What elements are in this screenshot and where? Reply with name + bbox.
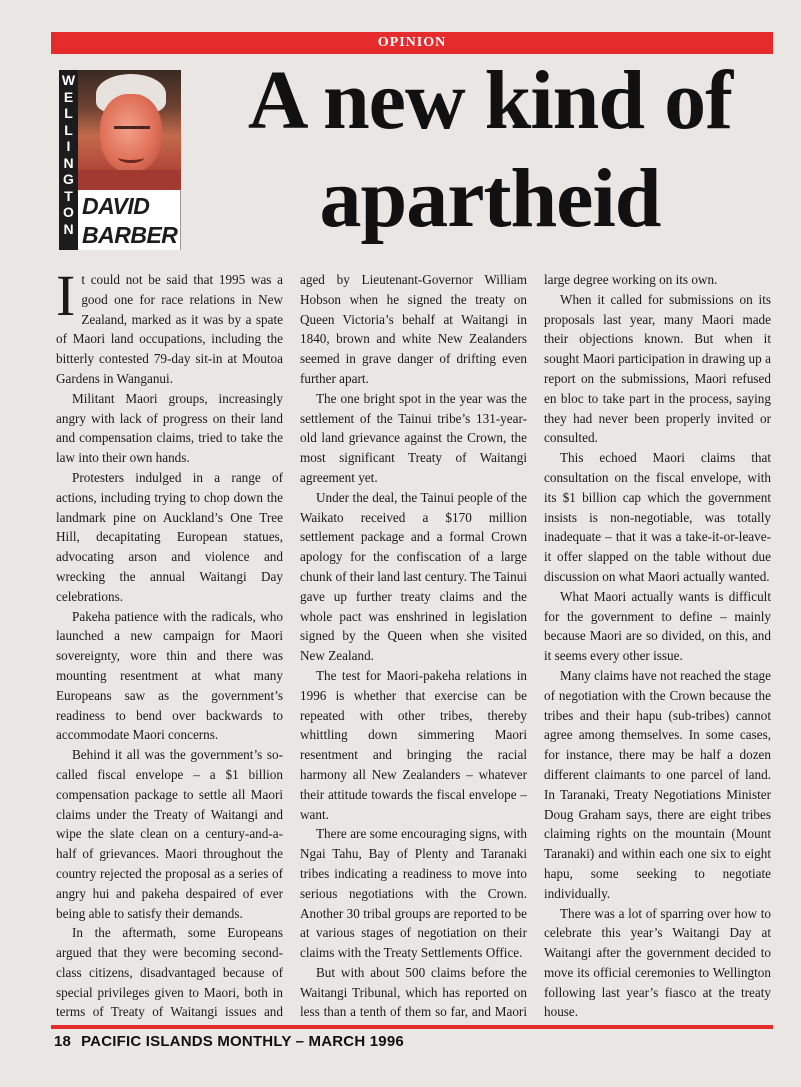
column-name-letter: I <box>66 138 71 154</box>
article-paragraph <box>56 607 283 746</box>
paragraph-text: aged by Lieutenant-Governor William Hobson when he signed the treaty on Queen Victoria’s behalf at Waitangi in 1840, brown and white New Zealanders seemed in grave danger of drifting even further apart. <box>300 272 527 386</box>
paragraph-text: There was a lot of sparring over how to celebrate this year’s Waitangi Day at Waitangi after the government decided to move its official ceremonies to Wellington following last year’s fiasco at the treaty house. <box>544 905 771 1020</box>
column-name-letters <box>59 72 78 237</box>
author-last-name: BARBER <box>82 222 178 248</box>
paragraph-text: What Maori actually wants is difficult for the government to define – mainly because Maori are so divided, on this, and it seems every other issue. <box>544 588 771 664</box>
footer <box>54 1033 404 1050</box>
paragraph-text: There are some encouraging signs, with Ngai Tahu, Bay of Plenty and Taranaki tribes indicating a readiness to move into serious negotiations with the Crown. Another 30 tribal groups are reported to be at various stages of negotiation on their claims with the Treaty Settlements Office. <box>300 826 527 961</box>
article-paragraph <box>56 468 283 607</box>
article-paragraph <box>544 290 771 448</box>
column-name-letter: G <box>63 171 74 187</box>
article-paragraph <box>300 389 527 488</box>
column-name-letter: O <box>63 204 74 220</box>
article-paragraph <box>300 488 527 666</box>
article-paragraph <box>56 923 283 1022</box>
publication-line: PACIFIC ISLANDS MONTHLY – MARCH 1996 <box>81 1033 404 1050</box>
article-column <box>56 270 283 1022</box>
article-paragraph <box>544 270 771 290</box>
paragraph-text: The test for Maori-pakeha relations in 1996 is whether that exercise can be repeated with other tribes, thereby whittling down simmering Maori resentment and bringing the racial harmony all New Zealanders – whatever their attitude towards the fiscal envelope – want. <box>300 667 527 822</box>
column-name-letter: T <box>64 187 73 204</box>
article-paragraph <box>300 963 527 1022</box>
headline <box>195 52 785 248</box>
paragraph-text: The one bright spot in the year was the settlement of the Tainui tribe’s 131-year-old land grievance against the Crown, the most significant Treaty of Waitangi agreement yet. <box>300 390 527 485</box>
section-banner: OPINION <box>51 32 773 54</box>
article-paragraph <box>300 824 527 963</box>
column-name-letter: L <box>64 121 73 138</box>
article-column <box>544 270 771 1022</box>
footer-rule <box>51 1025 773 1029</box>
article-column <box>300 270 527 1022</box>
article-paragraph <box>56 745 283 923</box>
author-photo <box>78 70 181 190</box>
column-name-letter: N <box>63 154 74 171</box>
headline-line-2: apartheid <box>319 152 661 245</box>
paragraph-text: Under the deal, the Tainui people of the Waikato received a $170 million settlement package and a formal Crown apology for the confiscation of a large chunk of their land last century. The Tainui gave up further treaty claims and the whole pact was enshrined in legislation signed by the Queen when she visited New Zealand. <box>300 489 527 664</box>
paragraph-text: When it called for submissions on its proposals last year, many Maori made their objections known. But when it sought Maori participation in drawing up a report on the submissions, Maori refused en bloc to take part in the process, saying they had never been properly invited or consulted. <box>544 291 771 446</box>
column-name-letter: N <box>63 220 74 237</box>
paragraph-text: large degree working on its own. <box>544 272 718 287</box>
paragraph-text: This echoed Maori claims that consultation on the fiscal envelope, with its $1 billion cap which the government insists is non-negotiable, was totally inadequate – that it was a take-it-or-leave-it offer slapped on the table without due discussion on what Maori actually wanted. <box>544 450 771 584</box>
paragraph-text: Pakeha patience with the radicals, who launched a new campaign for Maori sovereignty, wore thin and there was mounting resentment at what many Europeans saw as the government’s readiness to bend over backwards to accommodate Maori concerns. <box>56 608 283 743</box>
article-paragraph <box>544 448 771 587</box>
column-name-letter: E <box>63 88 74 105</box>
paragraph-text: Protesters indulged in a range of actions, including trying to chop down the landmark pine on Auckland’s One Tree Hill, decapitating European statues, advocating arson and violence and wrecking the annual Waitangi Day celebrations. <box>56 469 283 604</box>
article-paragraph <box>300 270 527 389</box>
paragraph-text: But with about 500 claims before the Waitangi Tribunal, which has reported on less than a tenth of them so far, and Maori <box>300 964 527 1020</box>
author-first-name: DAVID <box>82 193 150 219</box>
drop-cap: I <box>56 270 76 328</box>
article-paragraph <box>56 270 283 389</box>
article-paragraph <box>544 666 771 904</box>
article-body <box>56 270 771 1022</box>
headline-line-1: A new kind of <box>247 54 733 147</box>
article-paragraph <box>300 666 527 824</box>
page-number: 18 <box>54 1033 72 1050</box>
paragraph-text: Behind it all was the government’s so-called fiscal envelope – a $1 billion compensation package to settle all Maori claims under the Treaty of Waitangi and wipe the slate clean on a century-and-a-half of grievances. Maori throughout the country rejected the proposal as a series of angry hui and pakeha despaired of ever being able to satisfy their demands. <box>56 747 283 921</box>
column-name-letter: W <box>61 72 76 88</box>
column-name-letter: L <box>64 105 73 121</box>
paragraph-text: Many claims have not reached the stage of negotiation with the Crown because the tribes and their hapu (sub-tribes) cannot agree among themselves. In some cases, for instance, there may be half a dozen different claimants to one parcel of land. In Taranaki, Treaty Negotiations Minister Doug Graham says, there are eight tribes claiming rights on the mountain (Mount Taranaki) and within each one six to eight hapu, some seeking to negotiate individually. <box>544 667 771 901</box>
paragraph-text: In the aftermath, some Europeans argued that they were becoming second-class citizens, disadvantaged because of special privileges given to Maori, both in terms of Treaty of Waitangi issues and <box>56 925 283 1020</box>
article-paragraph <box>544 904 771 1023</box>
article-paragraph <box>56 389 283 468</box>
article-paragraph <box>544 587 771 666</box>
paragraph-text: t could not be said that 1995 was a good one for race relations in New Zealand, marked as it was by a spate of Maori land occupations, including the bitterly contested 79-day sit-in at Moutoa Gardens in Wanganui. <box>56 272 283 386</box>
paragraph-text: Militant Maori groups, increasingly angry with lack of progress on their land and compensation claims, tried to take the law into their own hands. <box>56 390 283 466</box>
